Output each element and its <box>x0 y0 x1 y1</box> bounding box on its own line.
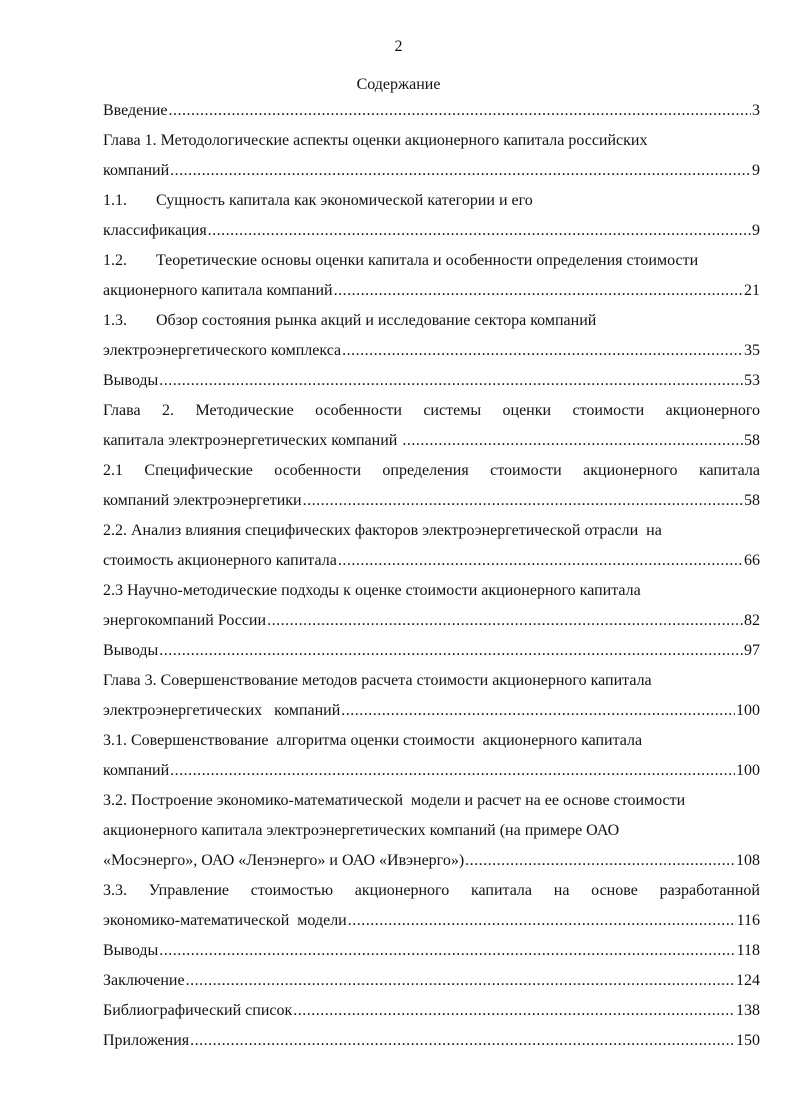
toc-entry-text: Библиографический список <box>103 1002 293 1019</box>
toc-entry-ch2-line2[interactable] <box>103 426 760 456</box>
toc-entry-ch1-line1[interactable] <box>103 126 760 156</box>
toc-page-number: 138 <box>736 1002 760 1019</box>
leader-dots <box>159 636 743 666</box>
leader-dots <box>402 426 743 456</box>
toc-page-number: 9 <box>752 222 760 239</box>
leader-dots <box>159 366 743 396</box>
toc-entry-text: капитала электроэнергетических компаний <box>103 432 402 449</box>
leader-dots <box>348 906 736 936</box>
toc-entry-bibliography[interactable] <box>103 996 760 1026</box>
toc-page-number: 53 <box>744 372 760 389</box>
toc-page-number: 21 <box>744 282 760 299</box>
leader-dots <box>465 846 735 876</box>
toc-entry-text: Выводы <box>103 642 159 659</box>
toc-page-number: 66 <box>744 552 760 569</box>
toc-entry-s3-2-line3[interactable] <box>103 846 760 876</box>
toc-entry-text: 3.3. Управление стоимостью акционерного капитала на основе разработанной <box>103 882 760 899</box>
toc-entry-text: Глава 2. Методические особенности системы оценки стоимости акционерного <box>103 402 760 419</box>
toc-entry-text: 3.2. Построение экономико-математической модели и расчет на ее основе стоимости <box>103 792 686 809</box>
toc-entry-text: Выводы <box>103 942 159 959</box>
page-title: Содержание <box>356 76 441 93</box>
toc-entry-text: компаний <box>103 762 170 779</box>
toc-entry-intro[interactable] <box>103 96 760 126</box>
toc-entry-text: электроэнергетического комплекса <box>103 342 342 359</box>
toc-entry-s3-3-line1[interactable] <box>103 876 760 906</box>
toc-entry-s2-3-line2[interactable] <box>103 606 760 636</box>
section-number: 1.1. <box>103 192 127 209</box>
toc-entry-s3-2-line1[interactable] <box>103 786 760 816</box>
toc-entry-s2-1-line2[interactable] <box>103 486 760 516</box>
toc-page-number: 58 <box>744 492 760 509</box>
leader-dots <box>267 606 743 636</box>
toc-page-number: 58 <box>744 432 760 449</box>
toc-entry-text: 2.2. Анализ влияния специфических факторов электроэнергетической отрасли на <box>103 522 662 539</box>
toc-entry-ch3-line2[interactable] <box>103 696 760 726</box>
toc-entry-text: Глава 1. Методологические аспекты оценки акционерного капитала российских <box>103 132 648 149</box>
leader-dots <box>341 696 735 726</box>
toc-entry-text: электроэнергетических компаний <box>103 702 341 719</box>
toc-page-number: 9 <box>752 162 760 179</box>
toc-entry-conclusions-1[interactable] <box>103 366 760 396</box>
toc-entry-text: Обзор состояния рынка акций и исследование сектора компаний <box>156 312 597 329</box>
toc-entry-text: Введение <box>103 102 168 119</box>
leader-dots <box>338 546 743 576</box>
toc-entry-text: Заключение <box>103 972 185 989</box>
toc-entry-text: стоимость акционерного капитала <box>103 552 337 569</box>
toc-entry-conclusions-2[interactable] <box>103 636 760 666</box>
leader-dots <box>169 96 752 126</box>
toc-entry-text: классификация <box>103 222 207 239</box>
toc-entry-s2-2-line1[interactable] <box>103 516 760 546</box>
toc-page-number: 116 <box>736 912 760 929</box>
toc-entry-text: 2.3 Научно-методические подходы к оценке стоимости акционерного капитала <box>103 582 641 599</box>
toc-entry-text: акционерного капитала компаний <box>103 282 333 299</box>
leader-dots <box>208 216 751 246</box>
toc-entry-s3-2-line2[interactable] <box>103 816 760 846</box>
toc-entry-text: 3.1. Совершенствование алгоритма оценки стоимости акционерного капитала <box>103 732 643 749</box>
toc-entry-text: экономико-математической модели <box>103 912 347 929</box>
page-number: 2 <box>394 38 403 55</box>
toc-entry-text: энергокомпаний России <box>103 612 267 629</box>
toc-entry-ch1-line2[interactable] <box>103 156 760 186</box>
toc-page-number: 35 <box>744 342 760 359</box>
toc-entry-s3-1-line1[interactable] <box>103 726 760 756</box>
toc-page-number: 100 <box>736 702 760 719</box>
toc-page-number: 108 <box>736 852 760 869</box>
toc-entry-text: «Мосэнерго», ОАО «Ленэнерго» и ОАО «Ивэнерго») <box>103 852 465 869</box>
toc-entry-s2-1-line1[interactable] <box>103 456 760 486</box>
toc-entry-s1-2-line2[interactable] <box>103 276 760 306</box>
leader-dots <box>186 966 735 996</box>
toc-entry-s3-3-line2[interactable] <box>103 906 760 936</box>
toc-entry-s1-1-line1[interactable] <box>103 186 760 216</box>
toc-entry-s2-3-line1[interactable] <box>103 576 760 606</box>
toc-entry-ch3-line1[interactable] <box>103 666 760 696</box>
toc-entry-text: Приложения <box>103 1032 190 1049</box>
toc-entry-conclusions-3[interactable] <box>103 936 760 966</box>
section-number: 1.3. <box>103 312 127 329</box>
toc-entry-s1-1-line2[interactable] <box>103 216 760 246</box>
toc-entry-s2-2-line2[interactable] <box>103 546 760 576</box>
leader-dots <box>293 996 735 1026</box>
toc-entry-text: акционерного капитала электроэнергетических компаний (на примере ОАО <box>103 822 620 839</box>
toc-entry-text: Глава 3. Совершенствование методов расчета стоимости акционерного капитала <box>103 672 652 689</box>
leader-dots <box>342 336 743 366</box>
toc-page-number: 118 <box>736 942 760 959</box>
toc-page-number: 100 <box>736 762 760 779</box>
toc-entry-s1-3-line1[interactable] <box>103 306 760 336</box>
toc-page-number: 124 <box>736 972 760 989</box>
section-number: 1.2. <box>103 252 127 269</box>
toc-page-number: 97 <box>744 642 760 659</box>
toc-page-number: 3 <box>752 102 760 119</box>
leader-dots <box>303 486 743 516</box>
toc-entry-appendices[interactable] <box>103 1026 760 1056</box>
leader-dots <box>190 1026 735 1056</box>
toc-entry-text: Теоретические основы оценки капитала и особенности определения стоимости <box>156 252 699 269</box>
toc-entry-text: Выводы <box>103 372 159 389</box>
toc-entry-s3-1-line2[interactable] <box>103 756 760 786</box>
leader-dots <box>159 936 735 966</box>
leader-dots <box>170 156 751 186</box>
leader-dots <box>334 276 743 306</box>
toc-entry-text: Сущность капитала как экономической категории и его <box>156 192 533 209</box>
leader-dots <box>170 756 735 786</box>
table-of-contents <box>103 96 760 1056</box>
toc-entry-text: компаний <box>103 162 170 179</box>
toc-entry-ch2-line1[interactable] <box>103 396 760 426</box>
toc-page-number: 82 <box>744 612 760 629</box>
toc-entry-conclusion[interactable] <box>103 966 760 996</box>
toc-entry-text: компаний электроэнергетики <box>103 492 302 509</box>
toc-entry-s1-2-line1[interactable] <box>103 246 760 276</box>
toc-entry-text: 2.1 Специфические особенности определения стоимости акционерного капитала <box>103 462 760 479</box>
toc-entry-s1-3-line2[interactable] <box>103 336 760 366</box>
toc-page-number: 150 <box>736 1032 760 1049</box>
